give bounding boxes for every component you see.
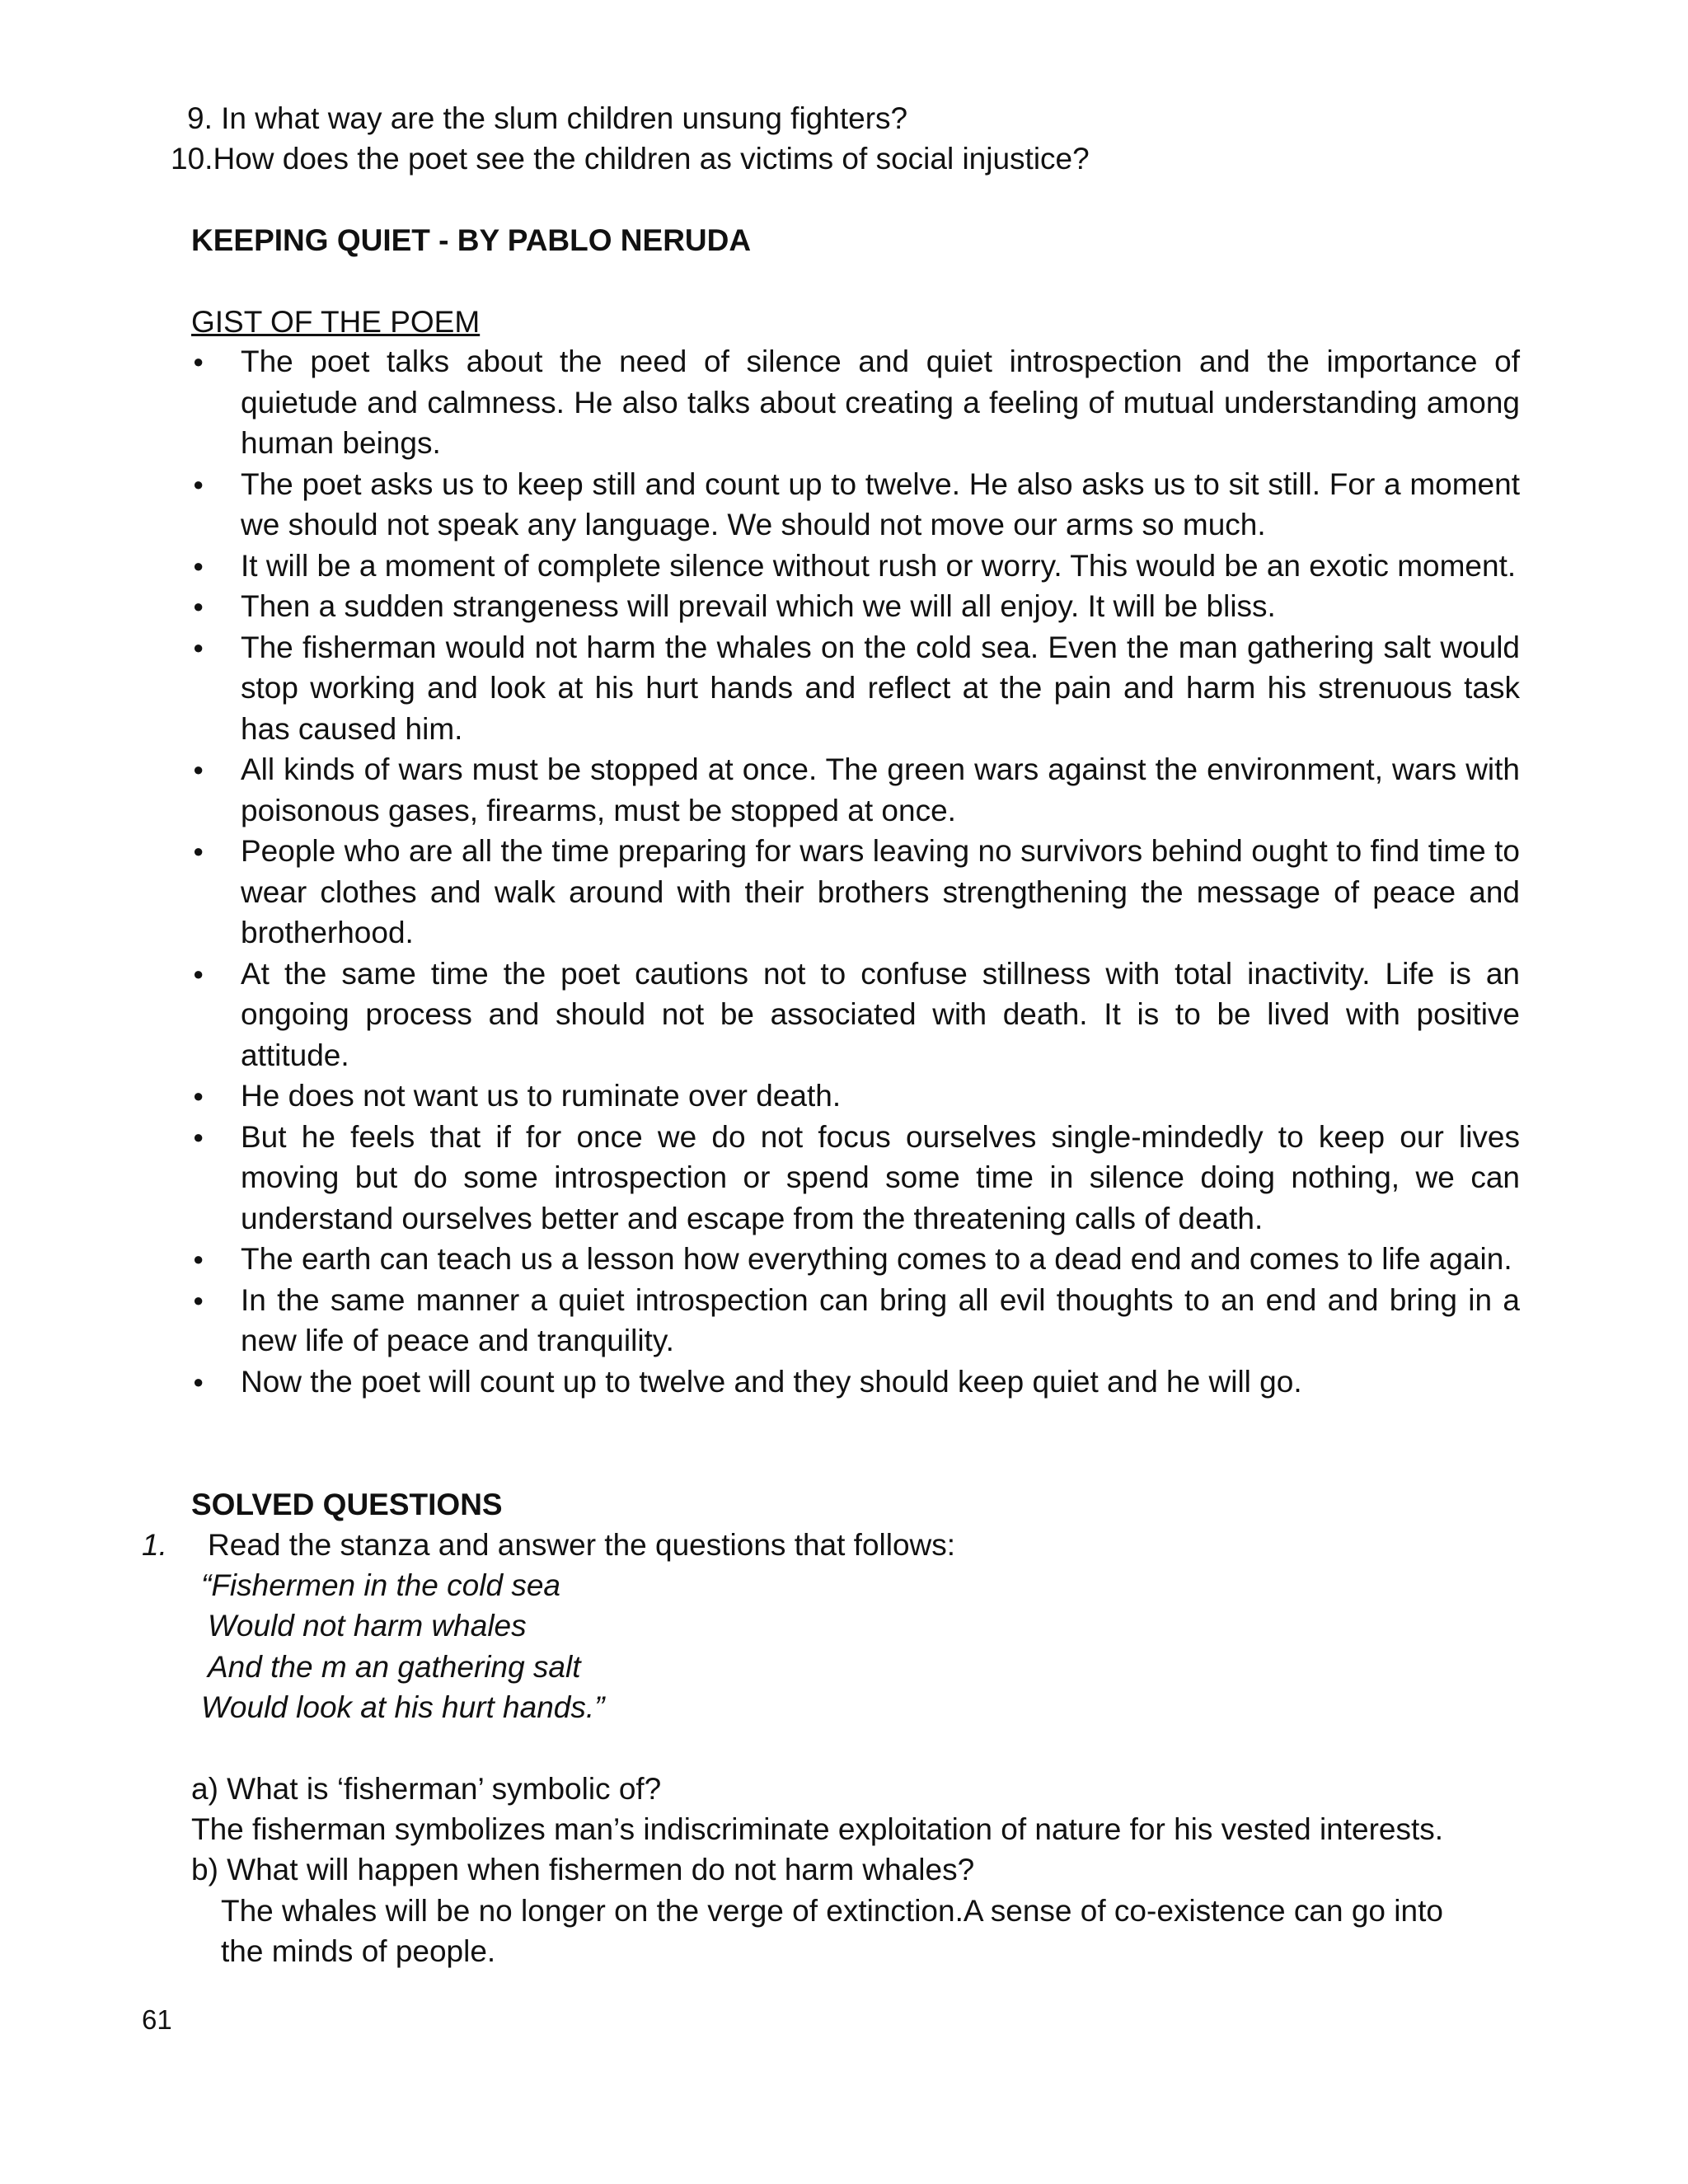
answer-b-line: The whales will be no longer on the verge of extinction.A sense of co-existence can go into bbox=[221, 1894, 1443, 1928]
gist-list bbox=[241, 341, 1520, 1402]
question-number: 10. bbox=[171, 142, 213, 176]
stanza-line: Would look at his hurt hands.” bbox=[201, 1690, 605, 1724]
gist-point: ● People who are all the time preparing for wars leaving no survivors behind ought to find time to wear clothes and walk around with their brothers strengthening the message of peace and brotherhood. bbox=[241, 831, 1520, 954]
answer-a: The fisherman symbolizes man’s indiscriminate exploitation of nature for his vested interests. bbox=[191, 1812, 1444, 1846]
sub-question-b: b) What will happen when fishermen do not harm whales? bbox=[191, 1853, 975, 1886]
page-number: 61 bbox=[142, 2004, 172, 2035]
solved-question-number: 1. bbox=[142, 1528, 167, 1562]
question-number: 9. bbox=[187, 101, 213, 135]
sub-question-a: a) What is ‘fisherman’ symbolic of? bbox=[191, 1772, 662, 1806]
gist-point: ● It will be a moment of complete silence without rush or worry. This would be an exotic moment. bbox=[241, 546, 1520, 587]
gist-point: ● The earth can teach us a lesson how everything comes to a dead end and comes to life again. bbox=[241, 1239, 1520, 1280]
stanza-line: Would not harm whales bbox=[208, 1609, 527, 1643]
solved-question-intro: Read the stanza and answer the questions that follows: bbox=[208, 1528, 956, 1562]
question-10 bbox=[171, 138, 1090, 180]
question-text: In what way are the slum children unsung fighters? bbox=[221, 101, 908, 135]
gist-point: ● The fisherman would not harm the whales on the cold sea. Even the man gathering salt would stop working and look at his hurt hands and reflect at the pain and harm his strenuous task has caused him. bbox=[241, 627, 1520, 750]
gist-heading: GIST OF THE POEM bbox=[191, 305, 481, 339]
gist-point: ● But he feels that if for once we do not focus ourselves single-mindedly to keep our lives moving but do some introspection or spend some time in silence doing nothing, we can understand ourselves better and escape from the threatening calls of death. bbox=[241, 1117, 1520, 1240]
section-title: KEEPING QUIET - BY PABLO NERUDA bbox=[191, 223, 752, 257]
gist-point: ● The poet asks us to keep still and count up to twelve. He also asks us to sit still. For a moment we should not speak any language. We should not move our arms so much. bbox=[241, 464, 1520, 546]
gist-point: ● At the same time the poet cautions not to confuse stillness with total inactivity. Life is an ongoing process and should not be associated with death. It is to be lived with positive attitude. bbox=[241, 954, 1520, 1076]
gist-point: ● He does not want us to ruminate over death. bbox=[241, 1076, 1520, 1117]
gist-point: ● In the same manner a quiet introspection can bring all evil thoughts to an end and bring in a new life of peace and tranquility. bbox=[241, 1280, 1520, 1361]
gist-point: ● Then a sudden strangeness will prevail which we will all enjoy. It will be bliss. bbox=[241, 586, 1520, 627]
question-9 bbox=[187, 98, 907, 139]
solved-heading: SOLVED QUESTIONS bbox=[191, 1488, 503, 1521]
question-text: How does the poet see the children as victims of social injustice? bbox=[213, 142, 1090, 176]
stanza-line: “Fishermen in the cold sea bbox=[201, 1568, 560, 1602]
gist-point: ● Now the poet will count up to twelve and they should keep quiet and he will go. bbox=[241, 1361, 1520, 1403]
stanza-line: And the m an gathering salt bbox=[208, 1650, 581, 1684]
gist-point: ● All kinds of wars must be stopped at once. The green wars against the environment, wars with poisonous gases, firearms, must be stopped at once. bbox=[241, 749, 1520, 831]
answer-b-line: the minds of people. bbox=[221, 1934, 496, 1968]
gist-point: ● The poet talks about the need of silence and quiet introspection and the importance of quietude and calmness. He also talks about creating a feeling of mutual understanding among human beings. bbox=[241, 341, 1520, 464]
